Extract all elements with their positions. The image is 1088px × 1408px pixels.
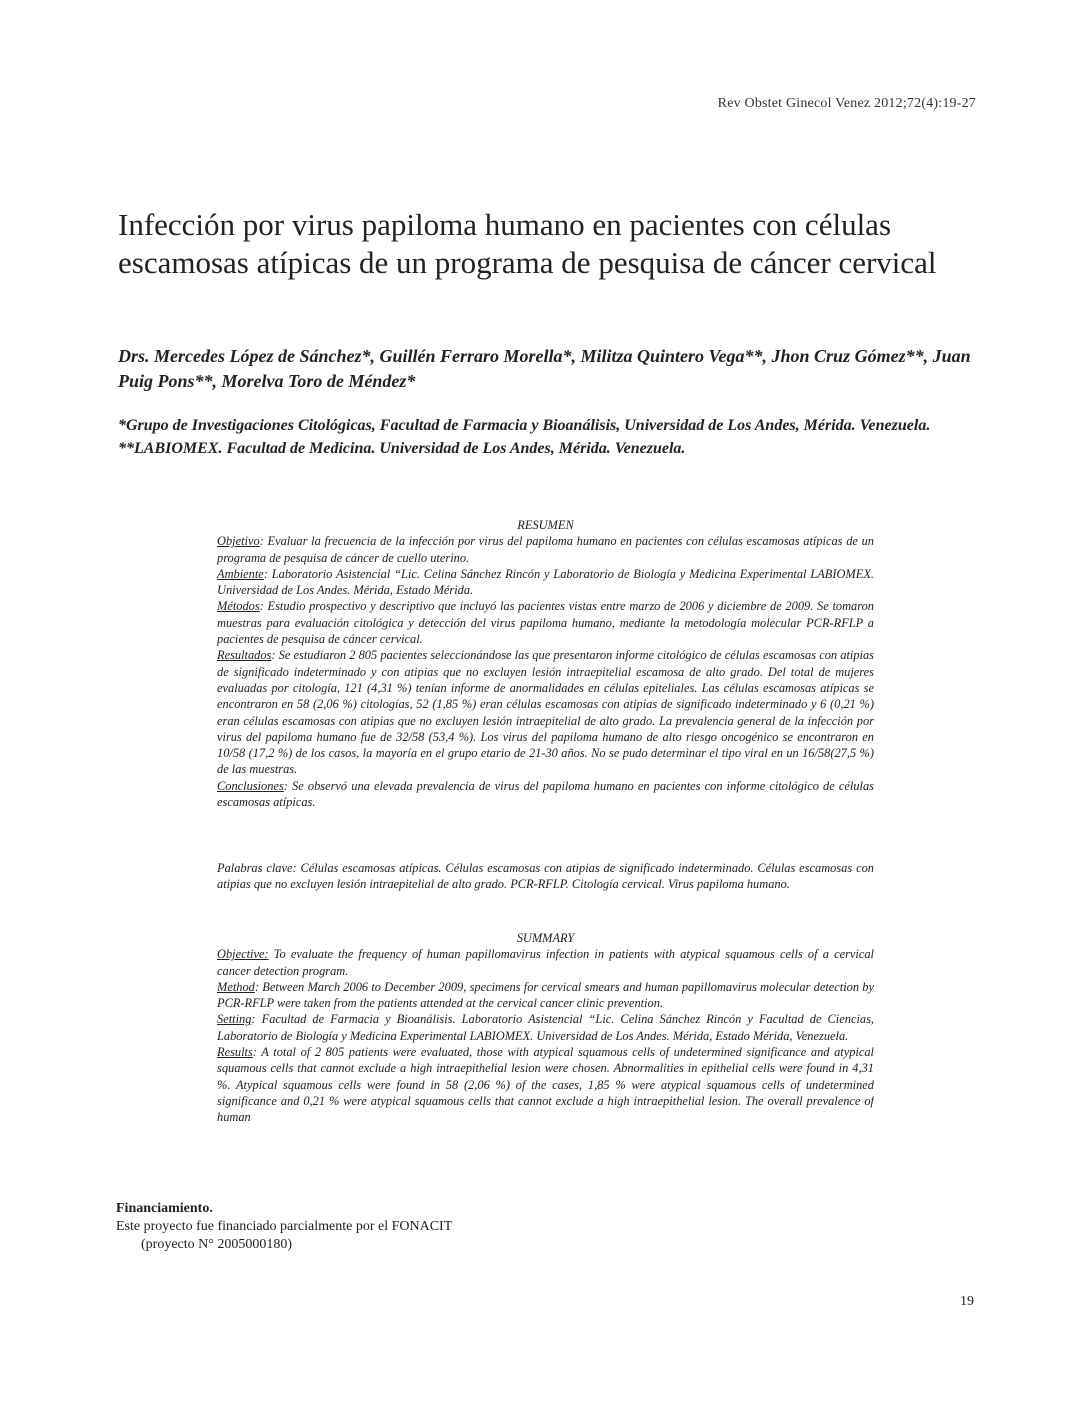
keywords-text: Palabras clave: Células escamosas atípicas. Células escamosas con atipias de significado indeterminado. Células escamosas con atipias que no excluyen lesión intraepitelial de alto grado. PCR-RFLP. Citología cervical. Virus papiloma humano.: [217, 861, 874, 892]
section-text: To evaluate the frequency of human papillomavirus infection in patients with atypical squamous cells of a cervical cancer detection program.: [217, 947, 874, 978]
keywords: [217, 860, 874, 893]
funding-project-number: (proyecto N° 2005000180): [141, 1237, 293, 1252]
author-affiliation: *Grupo de Investigaciones Citológicas, Facultad de Farmacia y Bioanálisis, Universidad de Los Andes, Mérida. Venezuela. **LABIOMEX. Facultad de Medicina. Universidad de Los Andes, Mérida. Venezuela.: [118, 417, 931, 457]
section-text: : Se estudiaron 2 805 pacientes seleccionándose las que presentaron informe citológico de células escamosas con atipias de significado indeterminado y con atipias que no excluyen lesión intraepitelial escamosa de alto grado. Del total de mujeres evaluadas por citología, 121 (4,31 %) tenían informe de anormalidades en células epiteliales. Las células escamosas atípicas se encontraron en 58 (2,06 %) citologías, 52 (1,85 %) eran células escamosas con atipias de significado indeterminado y 6 (0,21 %) eran células escamosas con atipias que no excluyen lesión intraepitelial de alto grado. La prevalencia general de la infección por virus del papiloma humano fue de 32/58 (53,4 %). Los virus del papiloma humano de alto riesgo oncogénico se encontraron en 10/58 (17,2 %) de los casos, la mayoría en el grupo etario de 21-30 años. No se pudo determinar el tipo viral en un 16/58(27,5 %) de las muestras.: [217, 648, 874, 777]
resumen-ambiente: [217, 566, 874, 599]
journal-reference: Rev Obstet Ginecol Venez 2012;72(4):19-27: [717, 96, 976, 111]
section-label: Resultados: [217, 648, 272, 663]
section-text: : Laboratorio Asistencial “Lic. Celina Sánchez Rincón y Laboratorio de Biología y Medicina Experimental LABIOMEX. Universidad de Los Andes. Mérida, Estado Mérida.: [217, 566, 874, 598]
article-title: Infección por virus papiloma humano en pacientes con células escamosas atípicas de un programa de pesquisa de cáncer cervical: [118, 207, 937, 280]
section-text: : Se observó una elevada prevalencia de virus del papiloma humano en pacientes con informe citológico de células escamosas atípicas.: [217, 778, 874, 810]
author-list: Drs. Mercedes López de Sánchez*, Guillén Ferraro Morella*, Militza Quintero Vega**, Jhon Cruz Gómez**, Juan Puig Pons**, Morelva Toro de Méndez*: [118, 346, 971, 391]
resumen-objetivo: [217, 533, 874, 566]
section-label: Objective:: [217, 947, 269, 962]
section-text: : Evaluar la frecuencia de la infección por virus del papiloma humano en pacientes con células escamosas atípicas de un programa de pesquisa de cáncer de cuello uterino.: [217, 534, 874, 565]
resumen-abstract: [217, 517, 874, 810]
resumen-metodos: [217, 598, 874, 647]
section-label: Conclusiones: [217, 778, 284, 793]
summary-results: [217, 1044, 874, 1125]
section-text: : Facultad de Farmacia y Bioanálisis. Laboratorio Asistencial “Lic. Celina Sánchez Rincón y Facultad de Ciencias, Laboratorio de Biología y Medicina Experimental LABIOMEX. Universidad de Los Andes. Mérida, Estado Mérida, Venezuela.: [217, 1012, 874, 1043]
section-label: Results: [217, 1045, 253, 1060]
resumen-resultados: [217, 647, 874, 777]
section-label: Ambiente: [217, 566, 264, 581]
section-text: : Between March 2006 to December 2009, specimens for cervical smears and human papillomavirus molecular detection by PCR-RFLP were taken from the patients attended at the cervical cancer clinic prevention.: [217, 979, 874, 1011]
resumen-conclusiones: [217, 778, 874, 811]
section-label: Method: [217, 979, 255, 994]
funding-heading: Financiamiento.: [116, 1201, 213, 1216]
summary-objective: [217, 946, 874, 979]
summary-heading: SUMMARY: [516, 931, 575, 945]
funding-line: Este proyecto fue financiado parcialmente por el FONACIT: [116, 1219, 453, 1234]
summary-setting: [217, 1011, 874, 1044]
section-label: Métodos: [217, 599, 260, 614]
page-number: 19: [960, 1294, 974, 1309]
section-label: Setting: [217, 1012, 252, 1027]
funding-note: [116, 1200, 452, 1254]
summary-method: [217, 979, 874, 1012]
resumen-heading: RESUMEN: [517, 518, 574, 532]
summary-abstract: [217, 930, 874, 1170]
section-text: : Estudio prospectivo y descriptivo que incluyó las pacientes vistas entre marzo de 2006 y diciembre de 2009. Se tomaron muestras para evaluación citológica y detección del virus papiloma humano, mediante la metodología molecular PCR-RFLP a pacientes de pesquisa de cáncer cervical.: [217, 599, 874, 647]
section-label: Objetivo: [217, 534, 260, 549]
section-text: : A total of 2 805 patients were evaluated, those with atypical squamous cells of undetermined significance and atypical squamous cells that cannot exclude a high intraepithelial lesion were chosen. Abnormalities in epithelial cells were found in 4,31 %. Atypical squamous cells were found in 58 (2,06 %) of the cases, 1,85 % were atypical squamous cells of undetermined significance and 0,21 % were atypical squamous cells that cannot exclude a high intraepithelial lesion. The overall prevalence of human: [217, 1045, 874, 1125]
